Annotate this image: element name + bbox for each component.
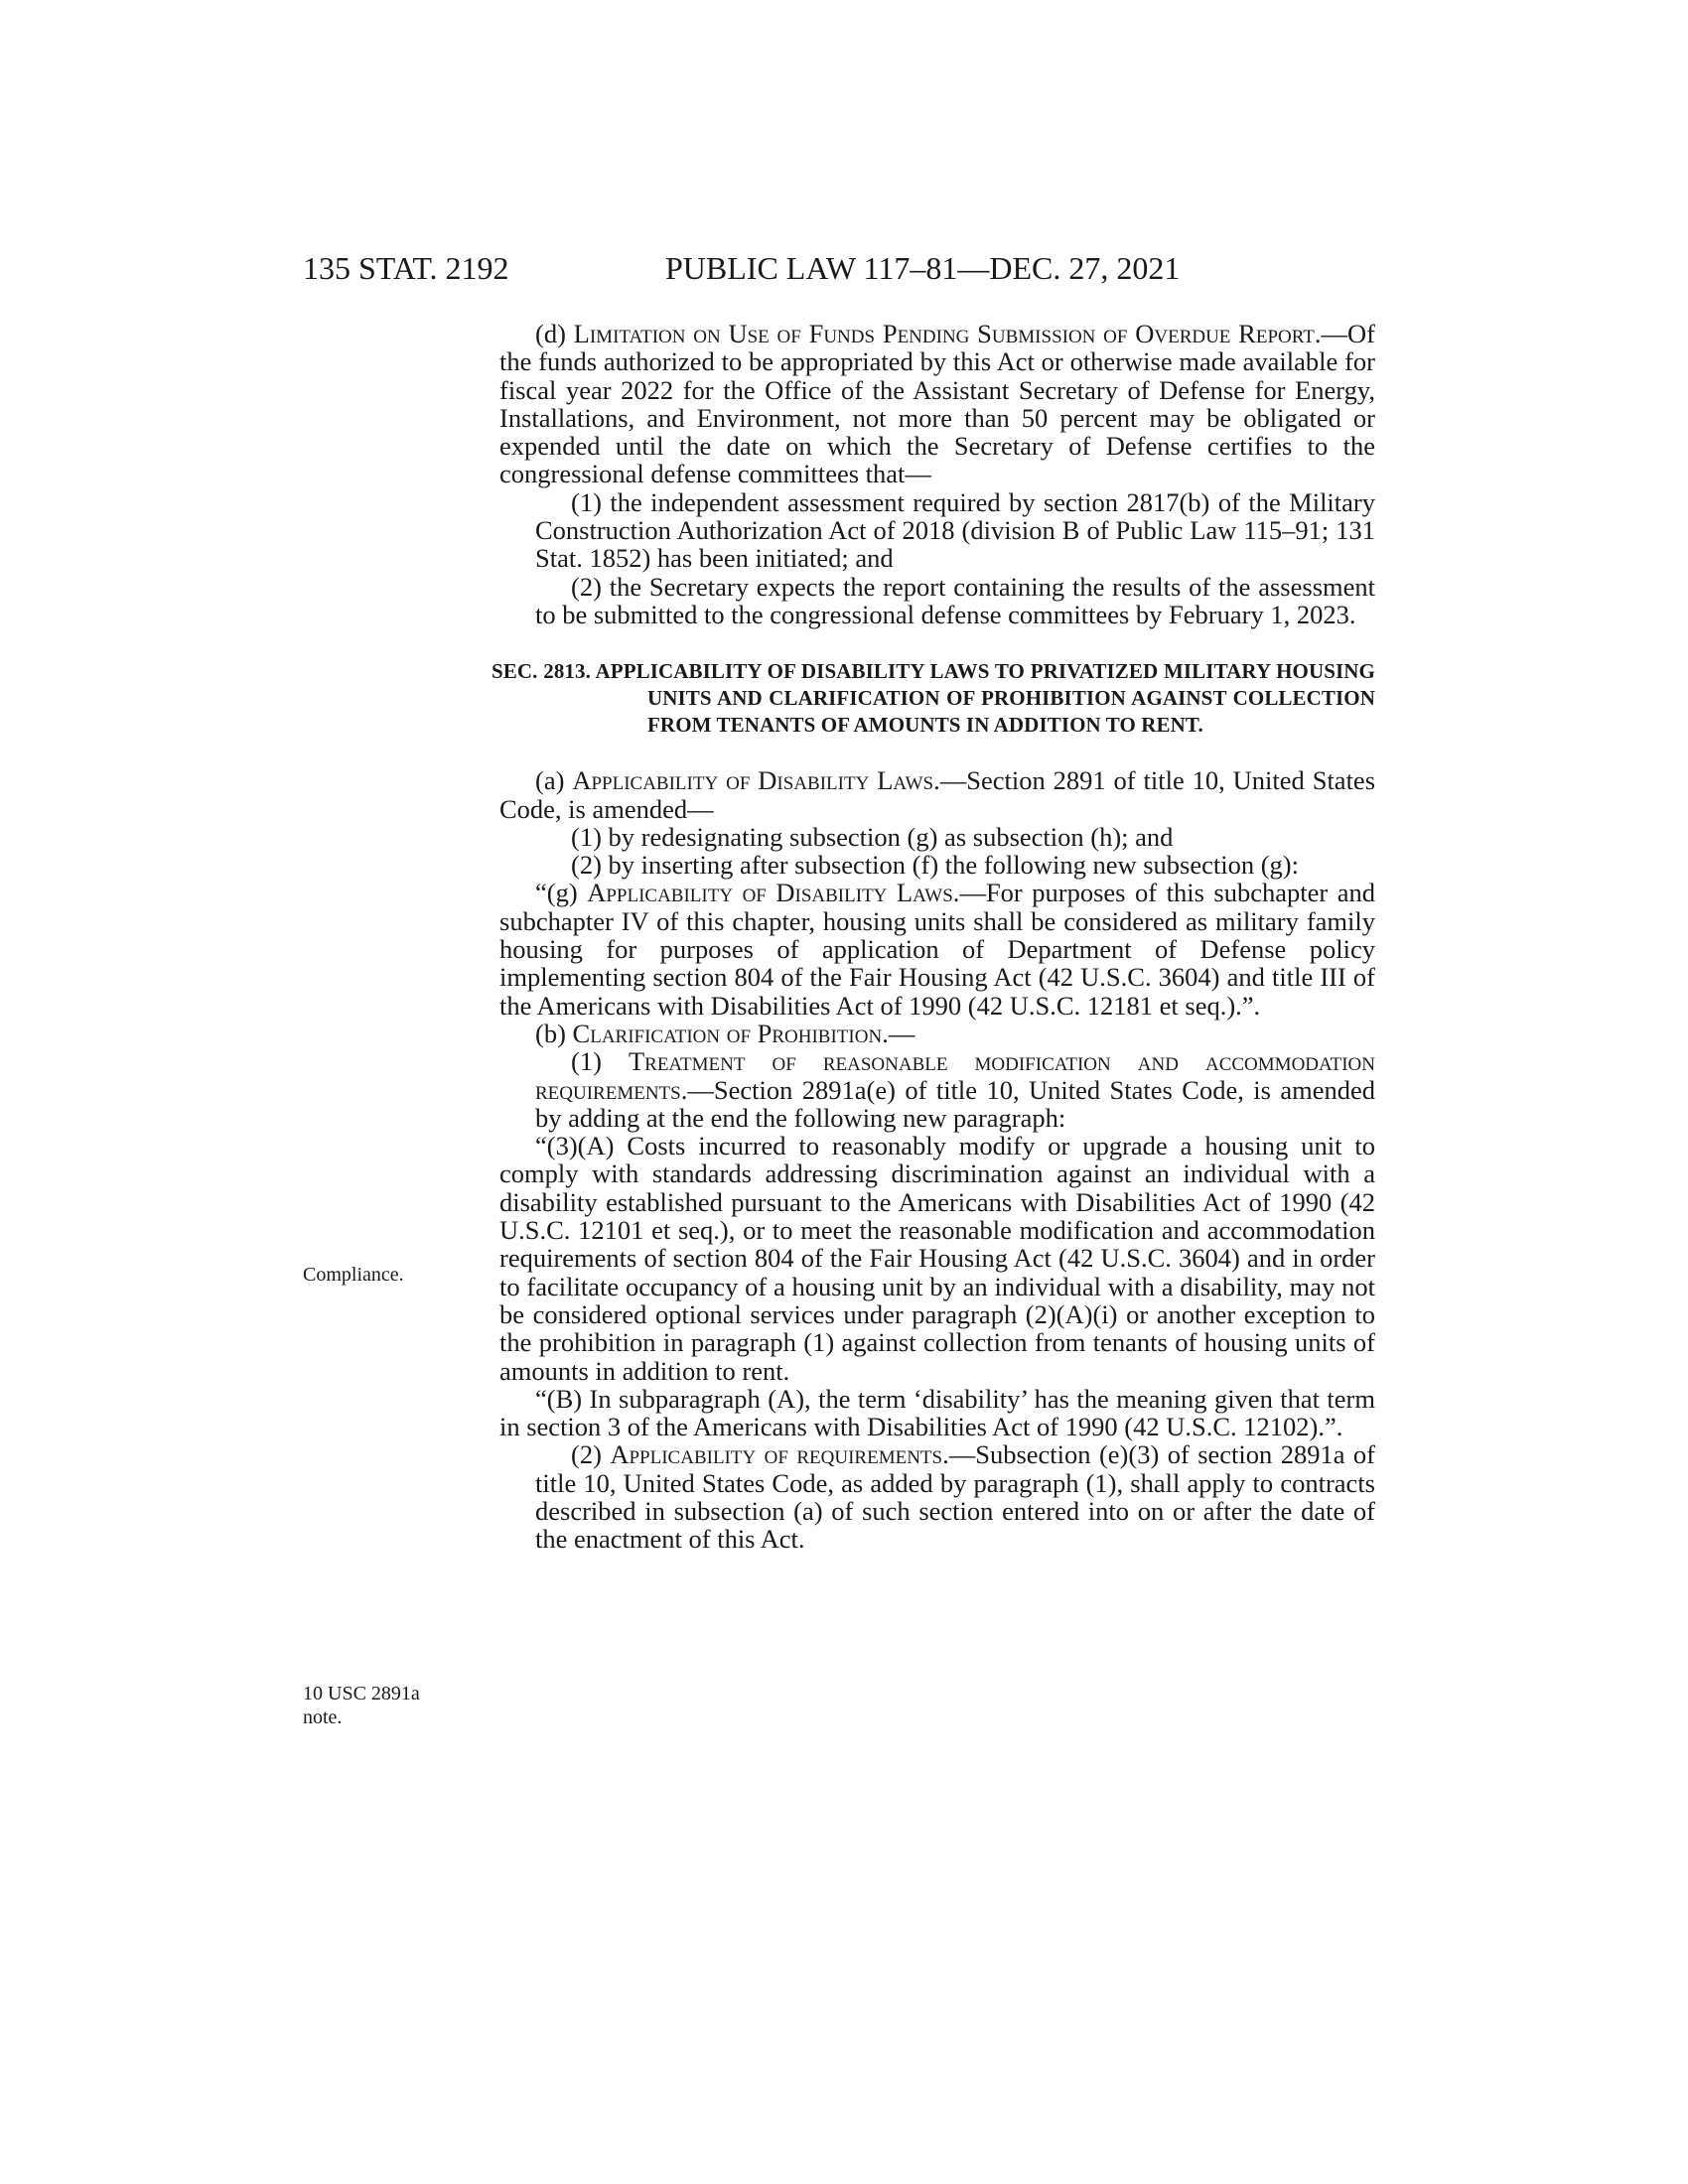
quoted-paragraph-3A: “(3)(A) Costs incurred to reasonably modify or upgrade a housing unit to comply with standards addressing discrimination against an individual with a disability established pursuant to the Americans with Disabilities Act of 1990 (42 U.S.C. 12101 et seq.), or to meet the reasonable modification and accommodation requirements of section 804 of the Fair Housing Act (42 U.S.C. 3604) and in order to facilitate occupancy of a housing unit by an individual with a disability, may not be considered optional services under paragraph (2)(A)(i) or another exception to the prohibition in paragraph (1) against collection from tenants of housing units of amounts in addition to rent. — [499, 1131, 1375, 1386]
quoted-subsection-g: “(g) Applicability of Disability Laws.—For purposes of this subchapter and subchapter IV of this chapter, housing units shall be considered as military family housing for purposes of application of Department of Defense policy implementing section 804 of the Fair Housing Act (42 U.S.C. 3604) and title III of the Americans with Disabilities Act of 1990 (42 U.S.C. 12181 et seq.).”. — [499, 878, 1375, 1021]
stat-page-number: 135 STAT. 2192 — [303, 250, 509, 286]
subsection-b-paragraph-1-heading: Treatment of reasonable modification and accommodation requirements. — [535, 1046, 1375, 1105]
subsection-a-paragraph-2: (2) by inserting after subsection (f) the following new subsection (g): — [571, 850, 1299, 881]
public-law-citation: PUBLIC LAW 117–81—DEC. 27, 2021 — [665, 250, 1181, 286]
subsection-b-paragraph-2: (2) Applicability of requirements.—Subsection (e)(3) of section 2891a of title 10, United States Code, as added by paragraph (1), shall apply to contracts described in subsection (a) of such section entered into on or after the date of the enactment of this Act. — [535, 1439, 1375, 1555]
section-heading: SEC. 2813. APPLICABILITY OF DISABILITY LAWS TO PRIVATIZED MILITARY HOUSING UNITS AND CLARIFICATION OF PROHIBITION AGAINST COLLECTION FROM TENANTS OF AMOUNTS IN ADDITION TO RENT. — [492, 659, 1375, 738]
subsection-a-heading: Applicability of Disability Laws. — [572, 765, 940, 796]
running-header — [303, 248, 1216, 288]
subsection-b-heading: Clarification of Prohibition. — [572, 1018, 889, 1048]
subsection-a-paragraph-1: (1) by redesignating subsection (g) as subsection (h); and — [571, 821, 1174, 852]
margin-note-compliance: Compliance. — [303, 1264, 404, 1286]
subsection-d-heading: Limitation on Use of Funds Pending Submission of Overdue Report. — [573, 319, 1322, 348]
subsection-d: (d) Limitation on Use of Funds Pending Submission of Overdue Report.—Of the funds authorized to be appropriated by this Act or otherwise made available for fiscal year 2022 for the Office of the Assistant Secretary of Defense for Energy, Installations, and Environment, not more than 50 percent may be obligated or expended until the date on which the Secretary of Defense certifies to the congressional defense committees that— — [499, 319, 1375, 489]
quoted-subparagraph-B: “(B) In subparagraph (A), the term ‘disability’ has the meaning given that term in section 3 of the Americans with Disabilities Act of 1990 (42 U.S.C. 12102).”. — [499, 1383, 1375, 1442]
subsection-d-paragraph-2: (2) the Secretary expects the report containing the results of the assessment to be submitted to the congressional defense committees by February 1, 2023. — [535, 571, 1375, 629]
subsection-a: (a) Applicability of Disability Laws.—Section 2891 of title 10, United States Code, is amended— — [499, 765, 1376, 824]
subsection-d-paragraph-1: (1) the independent assessment required by section 2817(b) of the Military Construction Authorization Act of 2018 (division B of Public Law 115–91; 131 Stat. 1852) has been initiated; and — [535, 486, 1375, 574]
subsection-b-paragraph-2-heading: Applicability of requirements. — [610, 1439, 949, 1470]
quoted-subsection-g-heading: Applicability of Disability Laws. — [587, 878, 960, 908]
subsection-b-paragraph-1: (1) Treatment of reasonable modification and accommodation requirements.—Section 2891a(e) of title 10, United States Code, is amended by adding at the end the following new paragraph: — [535, 1046, 1375, 1133]
document-body — [492, 319, 1376, 1555]
subsection-b: (b) Clarification of Prohibition.— — [535, 1018, 915, 1048]
margin-note-usc: 10 USC 2891a note. — [303, 1683, 420, 1728]
